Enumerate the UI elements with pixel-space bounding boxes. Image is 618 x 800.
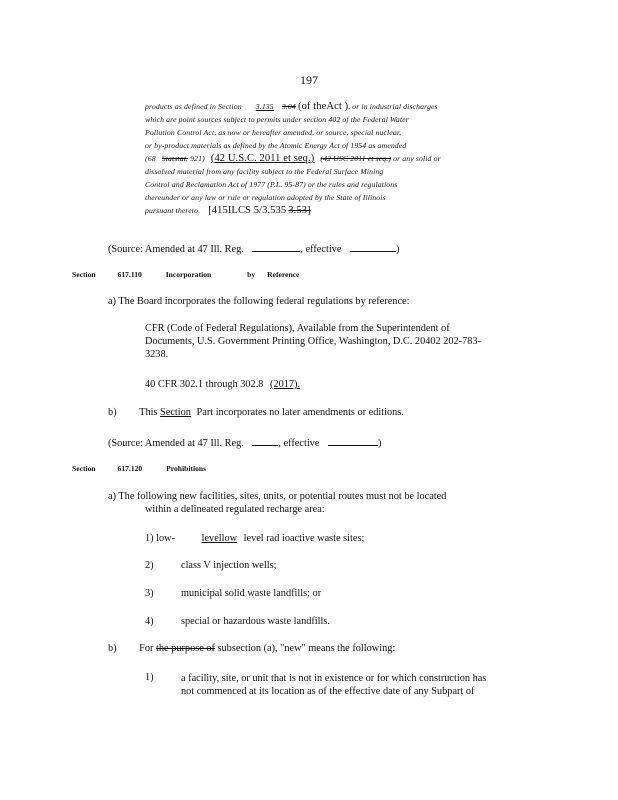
quote-text: Control and Reclamation Act of 1977 (P.L. 95-87) or the rules and regulations (145, 180, 398, 189)
sub-item-line: not commenced at its location as of the effective date of any Subpart of (181, 686, 475, 697)
section-label: Section (72, 464, 96, 473)
source-note (108, 435, 381, 449)
paragraph-text: For (139, 643, 154, 654)
cfr-line: 3238. (145, 349, 169, 360)
item-number: 2) (145, 560, 154, 571)
section-heading (72, 270, 299, 279)
list-item (145, 616, 330, 627)
paragraph-b (108, 643, 395, 654)
inserted-text: Section (160, 407, 191, 418)
paragraph-text: incorporates no later amendments or editions. (215, 407, 404, 418)
paragraph-a: a) The Board incorporates the following federal regulations by reference: (108, 296, 410, 307)
source-mid: , effective (278, 438, 320, 449)
list-item (145, 533, 364, 544)
quote-text: 921) (190, 154, 205, 163)
deleted-text: (42 USC 2011 et seq.) (320, 154, 392, 163)
deleted-text: Part (196, 407, 214, 418)
section-title: by (247, 270, 256, 279)
source-mid: , effective (300, 244, 342, 255)
inserted-text: 3.135 (255, 102, 274, 111)
sub-item-line: a facility, site, or unit that is not in existence or for which construction has (181, 673, 487, 684)
inserted-text: (of theAct ) (297, 101, 349, 112)
deleted-text: 3.04 (281, 102, 296, 111)
inserted-text: (42 U.S.C. 2011 et seq.) (210, 153, 315, 164)
paragraph-a: a) The following new facilities, sites, units, or potential routes must not be located (108, 491, 447, 502)
blank-line (252, 241, 300, 252)
section-title: Incorporation (165, 270, 212, 279)
item-number: 1) (145, 672, 154, 683)
quote-text: which are point sources subject to permits under section 402 of the Federal Water (145, 115, 409, 124)
item-text: class V injection wells; (181, 560, 277, 571)
paragraph-label: b) (108, 643, 117, 654)
item-number: 1) low- (145, 533, 176, 544)
source-suffix: ) (395, 244, 400, 255)
cfr-citation (145, 379, 300, 390)
section-title: Reference (267, 270, 300, 279)
item-text: municipal solid waste landfills; or (181, 588, 322, 599)
source-prefix: (Source: Amended at 47 Ill. Reg. (108, 438, 244, 449)
blank-line (350, 241, 396, 252)
section-label: Section (72, 270, 96, 279)
paragraph-label: b) (108, 407, 117, 418)
section-number: 617.110 (117, 270, 142, 279)
source-suffix: ) (377, 438, 382, 449)
cfr-line: Documents, U.S. Government Printing Office, Washington, D.C. 20402 202-783- (145, 336, 481, 347)
quote-text: pursuant thereto. (145, 206, 201, 215)
statute-citation: [415ILCS 5/3.535 (208, 205, 287, 216)
quote-text: , or in industrial discharges (348, 102, 438, 111)
cfr-line: CFR (Code of Federal Regulations), Available from the Superintendent of (145, 323, 450, 334)
section-number: 617.120 (117, 464, 143, 473)
paragraph-text: This (139, 407, 158, 418)
section-heading (72, 464, 206, 473)
quote-text: (68 (145, 154, 156, 163)
item-text: level rad ioactive waste sites; (243, 533, 365, 544)
sub-item-text (181, 672, 541, 698)
quote-text: or by-product materials as defined by the Atomic Energy Act of 1954 as amended (145, 141, 407, 150)
paragraph-text: subsection (a), "new" means the following: (217, 643, 396, 654)
definition-quote (145, 100, 533, 217)
item-number: 4) (145, 616, 154, 627)
cfr-reference (145, 322, 533, 361)
deleted-text: the purpose of (156, 643, 215, 654)
list-item (145, 588, 322, 599)
quote-text: Pollution Control Act, as now or hereafter amended, or source, special nuclear, (145, 128, 402, 137)
section-title: Prohibitions (166, 464, 207, 473)
page-number: 197 (300, 73, 318, 87)
paragraph-a-continued: within a delineated regulated recharge area: (145, 504, 325, 515)
source-prefix: (Source: Amended at 47 Ill. Reg. (108, 244, 244, 255)
list-item (145, 560, 277, 571)
quote-text: or any solid or (393, 154, 441, 163)
quote-text: thereunder or any law or rule or regulation adopted by the State of Illinois (145, 193, 386, 202)
quote-text: dissolved material from any facility subject to the Federal Surface Mining (145, 167, 384, 176)
citation-text: 40 CFR 302.1 through 302.8 (145, 379, 264, 390)
item-text: special or hazardous waste landfills. (181, 616, 330, 627)
quote-text: products as defined in Section (145, 102, 242, 111)
source-note (108, 241, 399, 255)
paragraph-b (108, 407, 404, 418)
inserted-text: (2017). (270, 379, 301, 390)
sub-item (145, 672, 154, 683)
blank-line (328, 435, 378, 446)
item-number: 3) (145, 588, 154, 599)
inserted-text: levellow (201, 533, 238, 544)
deleted-text: Statstat. (161, 154, 189, 163)
deleted-text: 3.53] (288, 205, 311, 216)
blank-line (252, 435, 278, 446)
